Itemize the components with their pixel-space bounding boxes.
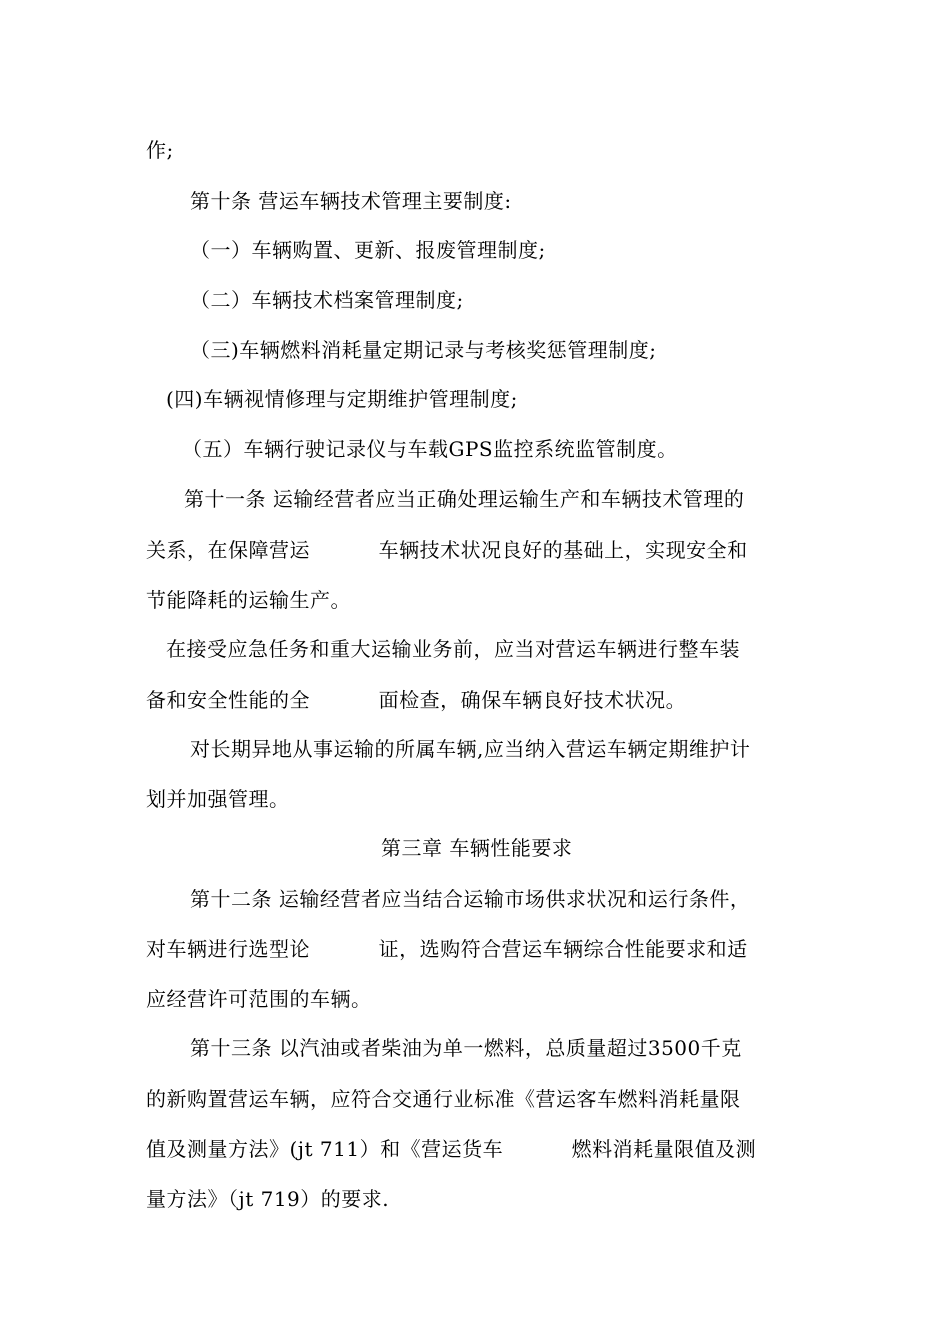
text-line: 量方法》（jt 719）的要求.	[146, 1187, 390, 1211]
text-line: 值及测量方法》(jt 711）和《营运货车 燃料消耗量限值及测	[146, 1137, 757, 1161]
article-10-heading: 第十条 营运车辆技术管理主要制度:	[190, 189, 512, 213]
list-item: （二）车辆技术档案管理制度;	[190, 288, 464, 312]
chapter-heading: 第三章 车辆性能要求	[381, 836, 573, 860]
text-line: 划并加强管理。	[146, 787, 290, 811]
text-line: 的新购置营运车辆，应符合交通行业标准《营运客车燃料消耗量限	[146, 1087, 741, 1111]
article-11-line: 第十一条 运输经营者应当正确处理运输生产和车辆技术管理的	[184, 487, 745, 511]
article-12-line: 第十二条 运输经营者应当结合运输市场供求状况和运行条件，	[190, 887, 751, 911]
list-item: （一）车辆购置、更新、报废管理制度;	[190, 238, 546, 262]
list-item: （五）车辆行驶记录仪与车载GPS监控系统监管制度。	[182, 437, 678, 461]
list-item: (四)车辆视情修理与定期维护管理制度;	[166, 387, 518, 411]
text-line: 对长期异地从事运输的所属车辆,应当纳入营运车辆定期维护计	[190, 737, 751, 761]
text-line: 作;	[146, 138, 174, 162]
list-item: （三)车辆燃料消耗量定期记录与考核奖惩管理制度;	[190, 338, 657, 362]
text-line: 备和安全性能的全 面检查，确保车辆良好技术状况。	[146, 688, 687, 712]
text-line: 应经营许可范围的车辆。	[146, 987, 372, 1011]
text-line: 关系，在保障营运 车辆技术状况良好的基础上，实现安全和	[146, 538, 748, 562]
text-line: 对车辆进行选型论 证，选购符合营运车辆综合性能要求和适	[146, 937, 748, 961]
text-line: 节能降耗的运输生产。	[146, 588, 351, 612]
article-13-line: 第十三条 以汽油或者柴油为单一燃料，总质量超过3500千克	[190, 1036, 742, 1060]
text-line: 在接受应急任务和重大运输业务前，应当对营运车辆进行整车装	[166, 637, 740, 661]
